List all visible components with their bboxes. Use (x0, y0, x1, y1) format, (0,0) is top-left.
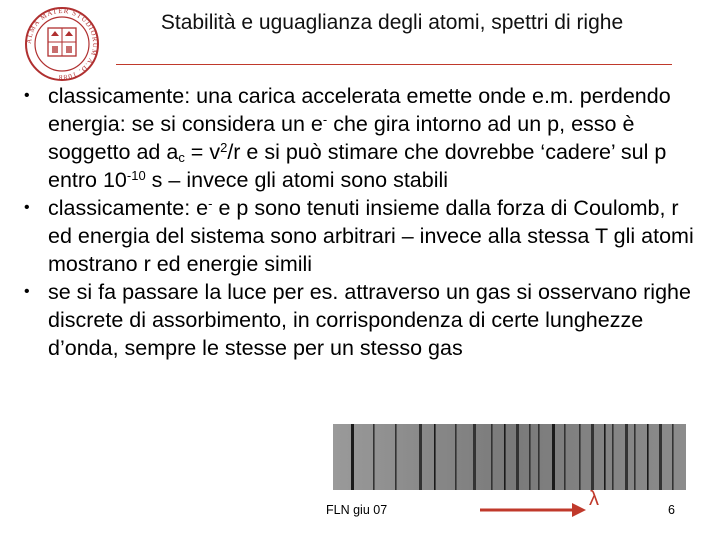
absorption-line (625, 424, 628, 490)
absorption-line (564, 424, 566, 490)
absorption-line (373, 424, 375, 490)
absorption-line (419, 424, 422, 490)
absorption-line (591, 424, 594, 490)
bullet-dot-icon: • (24, 283, 30, 300)
absorption-line (491, 424, 493, 490)
bullet-item-1: • classicamente: una carica accelerata emette onde e.m. perdendo energia: se si considera un e- che gira intorno ad un p, esso è soggetto ad $a_c = v^2/r$ e si può stimare che dovrebbe ‘cadere’ sul p entro $10^{-10}$ s – invece gli atomi sono stabili (24, 84, 671, 192)
wavelength-arrow-icon (478, 497, 588, 519)
absorption-line (529, 424, 531, 490)
absorption-line (612, 424, 614, 490)
absorption-line (504, 424, 506, 490)
bullet-list (20, 82, 700, 362)
bullet-dot-icon: • (24, 199, 30, 216)
page-number: 6 (668, 503, 675, 517)
absorption-line (579, 424, 581, 490)
bullet-dot-icon: • (24, 87, 30, 104)
absorption-line (473, 424, 476, 490)
absorption-line (604, 424, 606, 490)
absorption-line (516, 424, 519, 490)
absorption-line (455, 424, 457, 490)
slide-title: Stabilità e uguaglianza degli atomi, spettri di righe (160, 11, 624, 34)
absorption-spectrum-image (333, 424, 686, 490)
title-divider (116, 64, 672, 65)
university-seal-logo (24, 6, 100, 82)
absorption-line (434, 424, 436, 490)
absorption-line (672, 424, 674, 490)
absorption-line (395, 424, 397, 490)
lambda-symbol: λ (589, 488, 599, 510)
footer-label: FLN giu 07 (326, 503, 388, 517)
absorption-line (538, 424, 540, 490)
bullet-item-3: • se si fa passare la luce per es. attraverso un gas si osservano righe discrete di assorbimento, in corrispondenza di certe lunghezze d’onda, sempre le stesse per un stesso gas (24, 280, 691, 360)
absorption-line (659, 424, 662, 490)
absorption-line (552, 424, 555, 490)
absorption-line (634, 424, 636, 490)
bullet-item-2: • classicamente: e- e p sono tenuti insieme dalla forza di Coulomb, r ed energia del sistema sono arbitrari – invece alla stessa T gli atomi mostrano r ed energie simili (24, 196, 694, 276)
absorption-line (351, 424, 354, 490)
svg-text:ALMA MATER STUDIORUM A.D. 1088: ALMA MATER STUDIORUM A.D. 1088 (24, 6, 100, 82)
absorption-line (647, 424, 649, 490)
